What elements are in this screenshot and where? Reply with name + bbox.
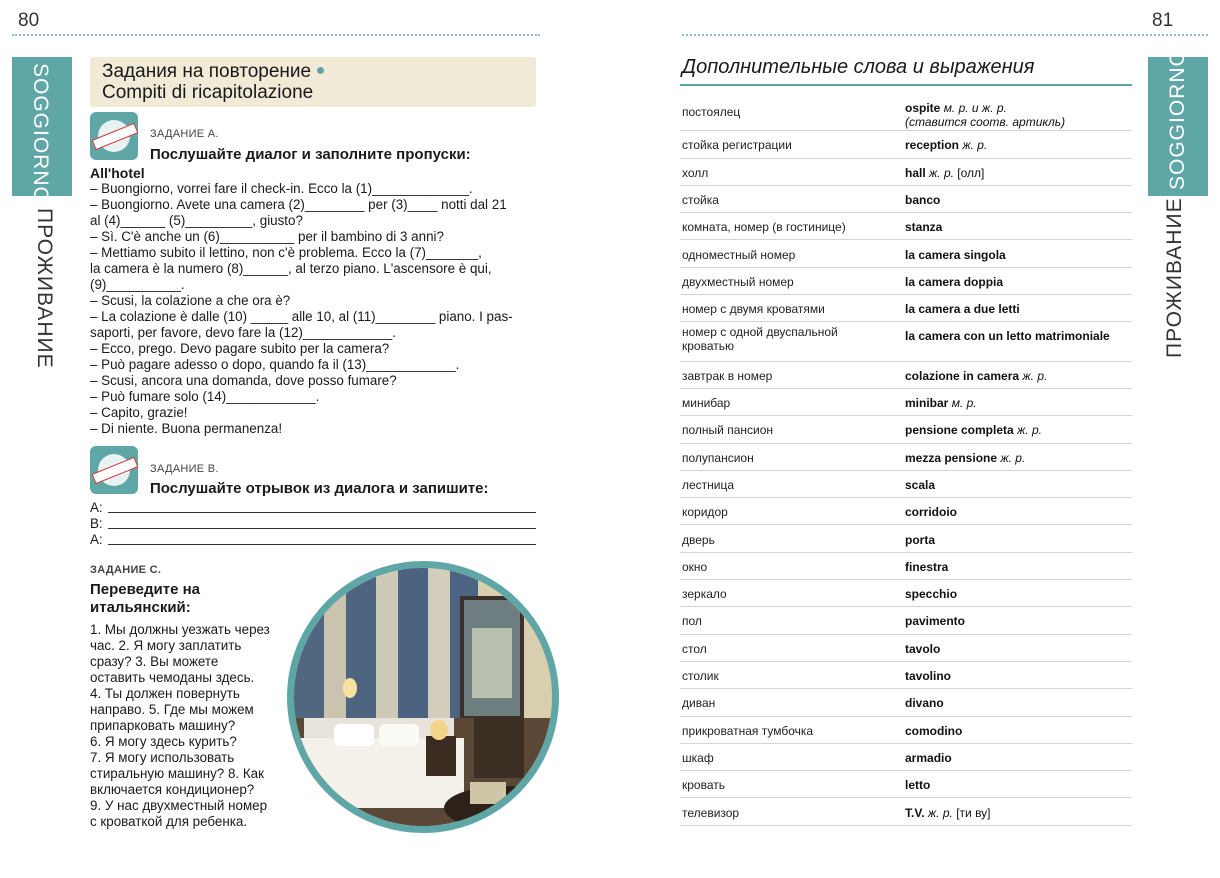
task-a-instruction: Послушайте диалог и заполните пропуски:: [150, 146, 471, 163]
vocab-note: (ставится соотв. артикль): [905, 115, 1066, 129]
vocab-row: [680, 444, 1132, 471]
vocab-ru: окно: [682, 559, 708, 574]
vocab-row: [680, 526, 1132, 553]
vocab-ru: завтрак в номер: [682, 368, 773, 383]
vocab-gender: м. р. и ж. р.: [943, 101, 1007, 115]
vocab-it-word: tavolino: [905, 669, 952, 683]
translation-sentence: 1. Мы должны уезжать через: [90, 622, 270, 637]
vocab-ru: кровать: [682, 778, 725, 793]
vocab-it-word: porta: [905, 532, 935, 547]
vocab-row: [680, 771, 1132, 798]
vocab-gender: ж. р.: [962, 138, 988, 153]
translation-sentence: включается кондиционер?: [90, 782, 255, 797]
vocab-it: [905, 533, 1133, 547]
vocab-row: [680, 662, 1132, 689]
vocab-it-word: la camera singola: [905, 247, 1006, 262]
vocab-gender: ж. р.: [1022, 368, 1048, 383]
vocab-it: [905, 166, 1133, 180]
section-title-it: Compiti di ricapitolazione: [102, 82, 314, 103]
vocab-row: [680, 607, 1132, 634]
dialog-line: – Ecco, prego. Devo pagare subito per la camera?: [90, 341, 390, 356]
vocab-it: [905, 138, 1133, 152]
vocab-row: [680, 213, 1132, 240]
vocab-row: [680, 717, 1132, 744]
dialog-line: – Di niente. Buona permanenza!: [90, 421, 283, 436]
vocab-it-word: mezza pensione: [905, 450, 998, 465]
dialog-line: – Sì. C'è anche un (6)__________ per il bambino di 3 anni?: [90, 229, 444, 244]
vocab-it: [905, 587, 1133, 601]
vocab-it: [905, 806, 1133, 820]
vocab-ru: постоялец: [682, 105, 741, 119]
vocab-it-word: la camera a due letti: [905, 302, 1020, 317]
vocab-row: [680, 498, 1132, 525]
answer-line: [108, 528, 536, 529]
vocab-it-word: T.V.: [905, 805, 925, 820]
vocab-ru: шкаф: [682, 750, 714, 765]
task-a-label: ЗАДАНИЕ A.: [150, 128, 219, 140]
side-label-ru-left: ПРОЖИВАНИЕ: [33, 208, 56, 369]
translation-sentence: с кроваткой для ребенка.: [90, 814, 248, 829]
task-b-speaker-1: A:: [90, 500, 103, 515]
section-title-ru: Задания на повторение: [102, 61, 324, 83]
dialog-line: – Capito, grazie!: [90, 405, 188, 420]
task-c-label: ЗАДАНИЕ C.: [90, 564, 162, 576]
task-b-speaker-3: A:: [90, 532, 103, 547]
vocab-ru: холл: [682, 165, 709, 180]
vocab-ru: стол: [682, 641, 707, 656]
vocab-gender: ж. р.: [927, 805, 953, 820]
title-underline: [680, 84, 1132, 86]
vocab-gender: ж. р.: [1000, 450, 1026, 465]
vocab-it: [905, 220, 1133, 234]
vocab-it-word: specchio: [905, 587, 958, 602]
vocab-it-word: armadio: [905, 750, 952, 765]
dialog-line: – Buongiorno, vorrei fare il check-in. Ecco la (1)_____________.: [90, 181, 473, 196]
vocab-ru: номер с двумя кроватями: [682, 302, 825, 317]
vocab-row: [680, 635, 1132, 662]
vocab-row: [680, 159, 1132, 186]
translation-sentence: 6. Я могу здесь курить?: [90, 734, 237, 749]
dialog-line: – Può fumare solo (14)____________.: [90, 389, 320, 404]
vocab-ru: диван: [682, 696, 716, 711]
vocab-ru: одноместный номер: [682, 247, 796, 262]
side-label-ru-right: ПРОЖИВАНИЕ: [1163, 197, 1186, 358]
vocab-row: [680, 186, 1132, 213]
vocab-it-word: corridoio: [905, 505, 958, 520]
vocab-ru: номер с одной двуспальной кроватью: [682, 325, 838, 354]
vocab-it: [905, 329, 1133, 343]
dialog-line: – Mettiamo subito il lettino, non c'è problema. Ecco la (7)_______,: [90, 245, 482, 260]
vocab-ru: прикроватная тумбочка: [682, 723, 814, 738]
vocab-ru: стойка: [682, 192, 719, 207]
dialog-line: (9)__________.: [90, 277, 185, 292]
vocab-it-word: divano: [905, 696, 944, 711]
vocab-it-word: scala: [905, 477, 936, 492]
vocab-row: [680, 471, 1132, 498]
vocab-row: [680, 362, 1132, 389]
vocab-it: [905, 560, 1133, 574]
page-number-left: 80: [18, 10, 40, 31]
side-tab-left: [12, 57, 72, 204]
answer-line: [108, 512, 536, 513]
vocab-row: [680, 744, 1132, 771]
vocab-ru: двухместный номер: [682, 274, 794, 289]
translation-sentence: 7. Я могу использовать: [90, 750, 235, 765]
vocab-ru: дверь: [682, 532, 715, 547]
vocab-it-word: comodino: [905, 723, 963, 738]
vocab-it: [905, 505, 1133, 519]
vocab-title: Дополнительные слова и выражения: [682, 56, 1035, 78]
vocab-ru: полный пансион: [682, 423, 774, 438]
vocab-it: [905, 751, 1133, 765]
vocab-it: [905, 478, 1133, 492]
audio-badge-icon: [90, 446, 138, 494]
vocab-it-word: pavimento: [905, 614, 966, 629]
task-b-label: ЗАДАНИЕ B.: [150, 463, 219, 475]
translation-sentence: час. 2. Я могу заплатить: [90, 638, 242, 653]
translation-sentence: направо. 5. Где мы можем: [90, 702, 254, 717]
vocab-ru: стойка регистрации: [682, 138, 792, 153]
vocab-ru: пол: [682, 614, 702, 629]
vocab-it-word: tavolo: [905, 641, 941, 656]
task-c-instruction-1: Переведите на: [90, 581, 200, 598]
vocab-it-word: colazione in camera: [905, 368, 1020, 383]
vocab-row: [680, 799, 1132, 826]
vocab-it: [905, 696, 1133, 710]
bullet-dot: [317, 67, 324, 74]
vocab-it-word: banco: [905, 192, 941, 207]
translation-sentence: стиральную машину? 8. Как: [90, 766, 264, 781]
dialog-line: – Buongiorno. Avete una camera (2)________ per (3)____ notti dal 21: [90, 197, 507, 212]
header-rule-left: [12, 34, 540, 36]
vocab-it: [905, 669, 1133, 683]
vocab-it: [905, 423, 1133, 437]
task-c-instruction-2: итальянский:: [90, 599, 191, 616]
vocab-it: [905, 396, 1133, 410]
vocab-ru: комната, номер (в гостинице): [682, 220, 846, 235]
dialog-line: la camera è la numero (8)______, al terzo piano. L'ascensore è qui,: [90, 261, 492, 276]
side-tab-label-it: SOGGIORNO: [29, 63, 52, 204]
answer-line: [108, 544, 536, 545]
section-title-box: [90, 57, 536, 107]
translation-sentence: оставить чемоданы здесь.: [90, 670, 255, 685]
vocab-it: [905, 778, 1133, 792]
vocab-it-word: reception: [905, 138, 960, 153]
right-page: [610, 0, 1220, 878]
vocab-ru: коридор: [682, 505, 728, 520]
vocab-ru: зеркало: [682, 587, 727, 602]
vocab-it: [905, 369, 1133, 383]
vocab-it: [905, 193, 1133, 207]
vocab-it-word: letto: [905, 778, 931, 793]
dialog-line: – La colazione è dalle (10) _____ alle 10, al (11)________ piano. I pas-: [90, 309, 513, 324]
side-tab-right: [1148, 49, 1208, 196]
vocab-it: [905, 101, 1133, 129]
dialog-line: – Scusi, ancora una domanda, dove posso fumare?: [90, 373, 397, 388]
hotel-room-photo: [287, 561, 559, 833]
vocab-ru: минибар: [682, 396, 731, 410]
vocab-row: [680, 295, 1132, 322]
vocab-it-word: ospite: [905, 101, 941, 115]
vocab-it: [905, 451, 1133, 465]
vocab-ru: лестница: [682, 477, 735, 492]
vocab-ru: телевизор: [682, 805, 740, 820]
vocab-it-word: hall: [905, 165, 926, 180]
dialog-line: – Può pagare adesso o dopo, quando fa il (13)____________.: [90, 357, 460, 372]
vocab-it-word: minibar: [905, 396, 949, 410]
vocab-it: [905, 248, 1133, 262]
vocab-note: [ти ву]: [956, 805, 991, 820]
vocab-it: [905, 614, 1133, 628]
vocab-row: [680, 389, 1132, 416]
dialog-line: – Scusi, la colazione a che ora è?: [90, 293, 291, 308]
vocab-it: [905, 302, 1133, 316]
dialog-line: al (4)______ (5)_________, giusto?: [90, 213, 303, 228]
vocab-gender: м. р.: [951, 396, 977, 410]
vocab-it-word: stanza: [905, 220, 943, 235]
task-b-instruction: Послушайте отрывок из диалога и запишите:: [150, 480, 489, 497]
vocab-row: [680, 241, 1132, 268]
vocab-row: [680, 416, 1132, 443]
header-rule-right: [682, 34, 1208, 36]
translation-sentence: сразу? 3. Вы можете: [90, 654, 219, 669]
vocab-row: [680, 553, 1132, 580]
hotel-room-illustration: [294, 568, 552, 826]
vocab-row: [680, 322, 1132, 361]
translation-sentence: припарковать машину?: [90, 718, 236, 733]
vocab-it-word: la camera doppia: [905, 274, 1004, 289]
vocab-row: [680, 131, 1132, 158]
side-tab-label-it: SOGGIORNO: [1166, 49, 1189, 190]
translation-sentence: 9. У нас двухместный номер: [90, 798, 268, 813]
vocab-gender: ж. р.: [1017, 423, 1042, 438]
vocab-it-word: la camera con un letto matrimoniale: [905, 329, 1110, 344]
translation-sentence: 4. Ты должен повернуть: [90, 686, 240, 701]
vocab-gender: ж. р.: [929, 165, 954, 180]
vocab-ru: полупансион: [682, 450, 754, 465]
vocab-it: [905, 724, 1133, 738]
vocab-it: [905, 275, 1133, 289]
vocab-row: [680, 689, 1132, 716]
dialog-line: saporti, per favore, devo fare la (12)____________.: [90, 325, 396, 340]
vocab-row: [680, 98, 1132, 131]
page-number-right: 81: [1152, 10, 1174, 31]
vocab-it-word: pensione completa: [905, 423, 1014, 438]
vocab-row: [680, 580, 1132, 607]
vocab-it: [905, 642, 1133, 656]
audio-badge-icon: [90, 112, 138, 160]
task-a-subtitle: All'hotel: [90, 165, 145, 181]
vocab-ru: столик: [682, 669, 719, 683]
vocab-note: [олл]: [957, 165, 985, 180]
task-b-speaker-2: B:: [90, 516, 103, 531]
vocab-row: [680, 268, 1132, 295]
vocab-it-word: finestra: [905, 559, 949, 574]
